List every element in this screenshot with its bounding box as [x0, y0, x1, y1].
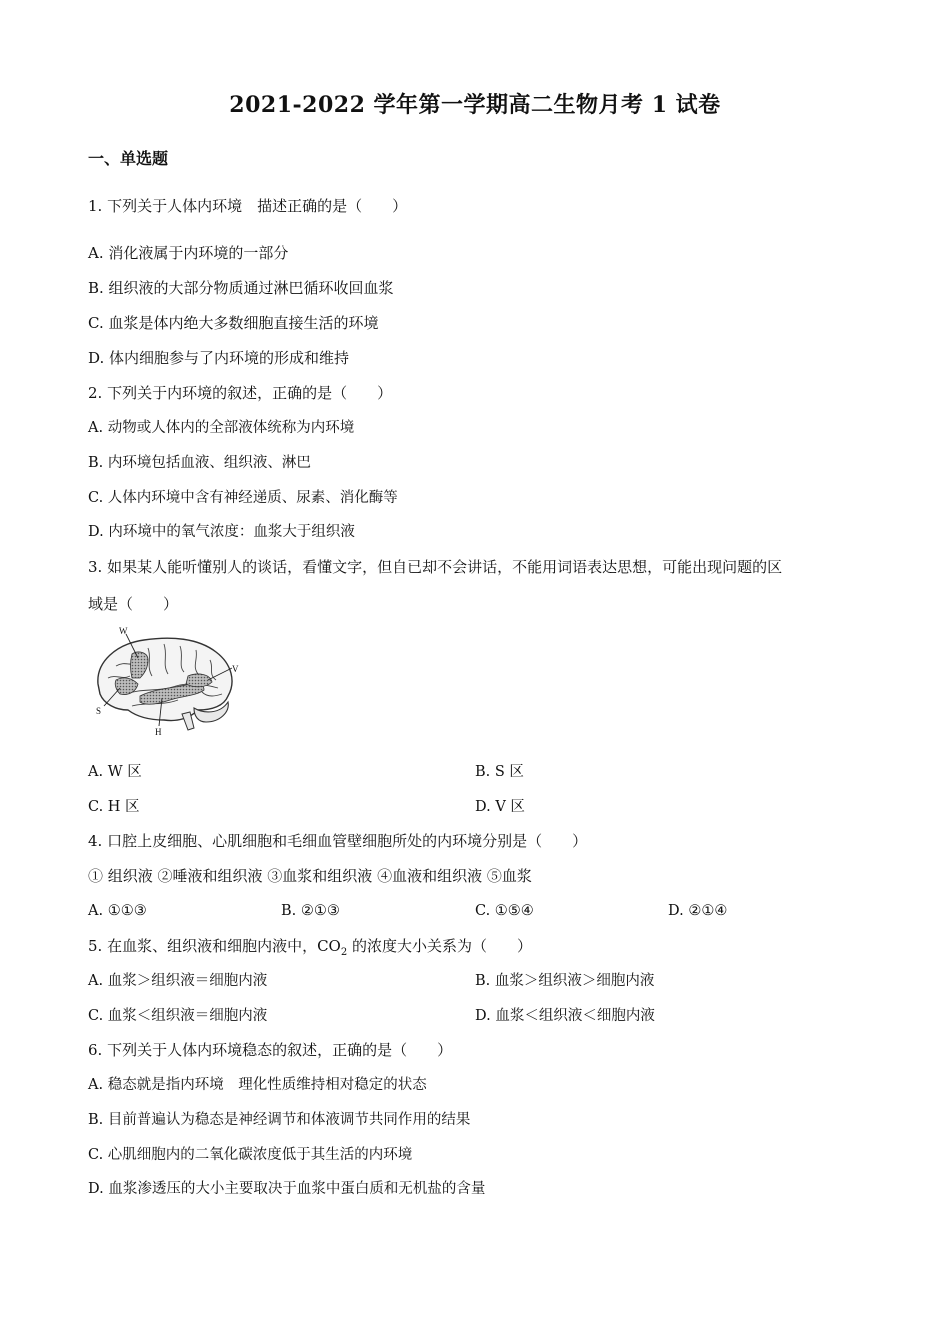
- label-v: V: [232, 664, 239, 674]
- label-s: S: [96, 706, 102, 716]
- question-1-option-d[interactable]: D. 体内细胞参与了内环境的形成和维持: [88, 349, 350, 367]
- question-3-stem-line-2: 域是（ ）: [88, 595, 179, 613]
- question-2-stem: 2. 下列关于内环境的叙述，正确的是（ ）: [88, 384, 393, 402]
- question-4-option-b[interactable]: B. ②①③: [281, 903, 340, 919]
- label-w: W: [119, 626, 128, 636]
- question-6-option-b[interactable]: B. 目前普遍认为稳态是神经调节和体液调节共同作用的结果: [88, 1112, 471, 1128]
- question-6-stem: 6. 下列关于人体内环境稳态的叙述，正确的是（ ）: [88, 1041, 453, 1059]
- question-4-stem: 4. 口腔上皮细胞、心肌细胞和毛细血管壁细胞所处的内环境分别是（ ）: [88, 832, 588, 850]
- label-h: H: [155, 727, 162, 737]
- question-3-stem-line-1: 3. 如果某人能听懂别人的谈话，看懂文字，但自已却不会讲话，不能用词语表达思想，可能出现问题的区: [88, 558, 783, 576]
- question-6-option-c[interactable]: C. 心肌细胞内的二氧化碳浓度低于其生活的内环境: [88, 1147, 413, 1163]
- question-3-option-c[interactable]: C. H 区: [88, 799, 140, 815]
- question-1-option-a[interactable]: A. 消化液属于内环境的一部分: [88, 244, 289, 262]
- question-4-option-d[interactable]: D. ②①④: [668, 903, 728, 919]
- question-5-option-b[interactable]: B. 血浆＞组织液＞细胞内液: [475, 973, 655, 989]
- question-5-stem-post: 的浓度大小关系为（ ）: [347, 937, 533, 955]
- question-1-option-c[interactable]: C. 血浆是体内绝大多数细胞直接生活的环境: [88, 314, 379, 332]
- question-3-option-b[interactable]: B. S 区: [475, 764, 524, 780]
- question-5-option-d[interactable]: D. 血浆＜组织液＜细胞内液: [475, 1008, 655, 1024]
- question-2-option-a[interactable]: A. 动物或人体内的全部液体统称为内环境: [88, 420, 355, 436]
- question-3-option-a[interactable]: A. W 区: [88, 764, 142, 780]
- question-3-option-d[interactable]: D. V 区: [475, 799, 525, 815]
- section-heading: 一、单选题: [88, 149, 169, 168]
- question-2-option-c[interactable]: C. 人体内环境中含有神经递质、尿素、消化酶等: [88, 490, 398, 506]
- question-1-stem: 1. 下列关于人体内环境 描述正确的是（ ）: [88, 197, 408, 215]
- question-1-option-b[interactable]: B. 组织液的大部分物质通过淋巴循环收回血浆: [88, 279, 394, 297]
- brain-diagram: [86, 622, 246, 740]
- question-6-option-a[interactable]: A. 稳态就是指内环境 理化性质维持相对稳定的状态: [88, 1077, 427, 1093]
- question-5-stem: [88, 936, 532, 963]
- question-4-option-c[interactable]: C. ①⑤④: [475, 903, 534, 919]
- question-5-option-c[interactable]: C. 血浆＜组织液＝细胞内液: [88, 1008, 268, 1024]
- question-5-stem-pre: 5. 在血浆、组织液和细胞内液中，CO: [88, 937, 341, 955]
- question-2-option-b[interactable]: B. 内环境包括血液、组织液、淋巴: [88, 455, 311, 471]
- question-2-option-d[interactable]: D. 内环境中的氧气浓度：血浆大于组织液: [88, 524, 355, 540]
- question-5-stem-sub: 2: [340, 947, 348, 958]
- exam-title: 2021-2022 学年第一学期高二生物月考 1 试卷: [229, 92, 721, 118]
- question-6-option-d[interactable]: D. 血浆渗透压的大小主要取决于血浆中蛋白质和无机盐的含量: [88, 1181, 486, 1197]
- question-4-option-a[interactable]: A. ①①③: [88, 903, 147, 919]
- question-4-items: ① 组织液 ②唾液和组织液 ③血浆和组织液 ④血液和组织液 ⑤血浆: [88, 867, 532, 885]
- question-5-option-a[interactable]: A. 血浆＞组织液＝细胞内液: [88, 973, 268, 989]
